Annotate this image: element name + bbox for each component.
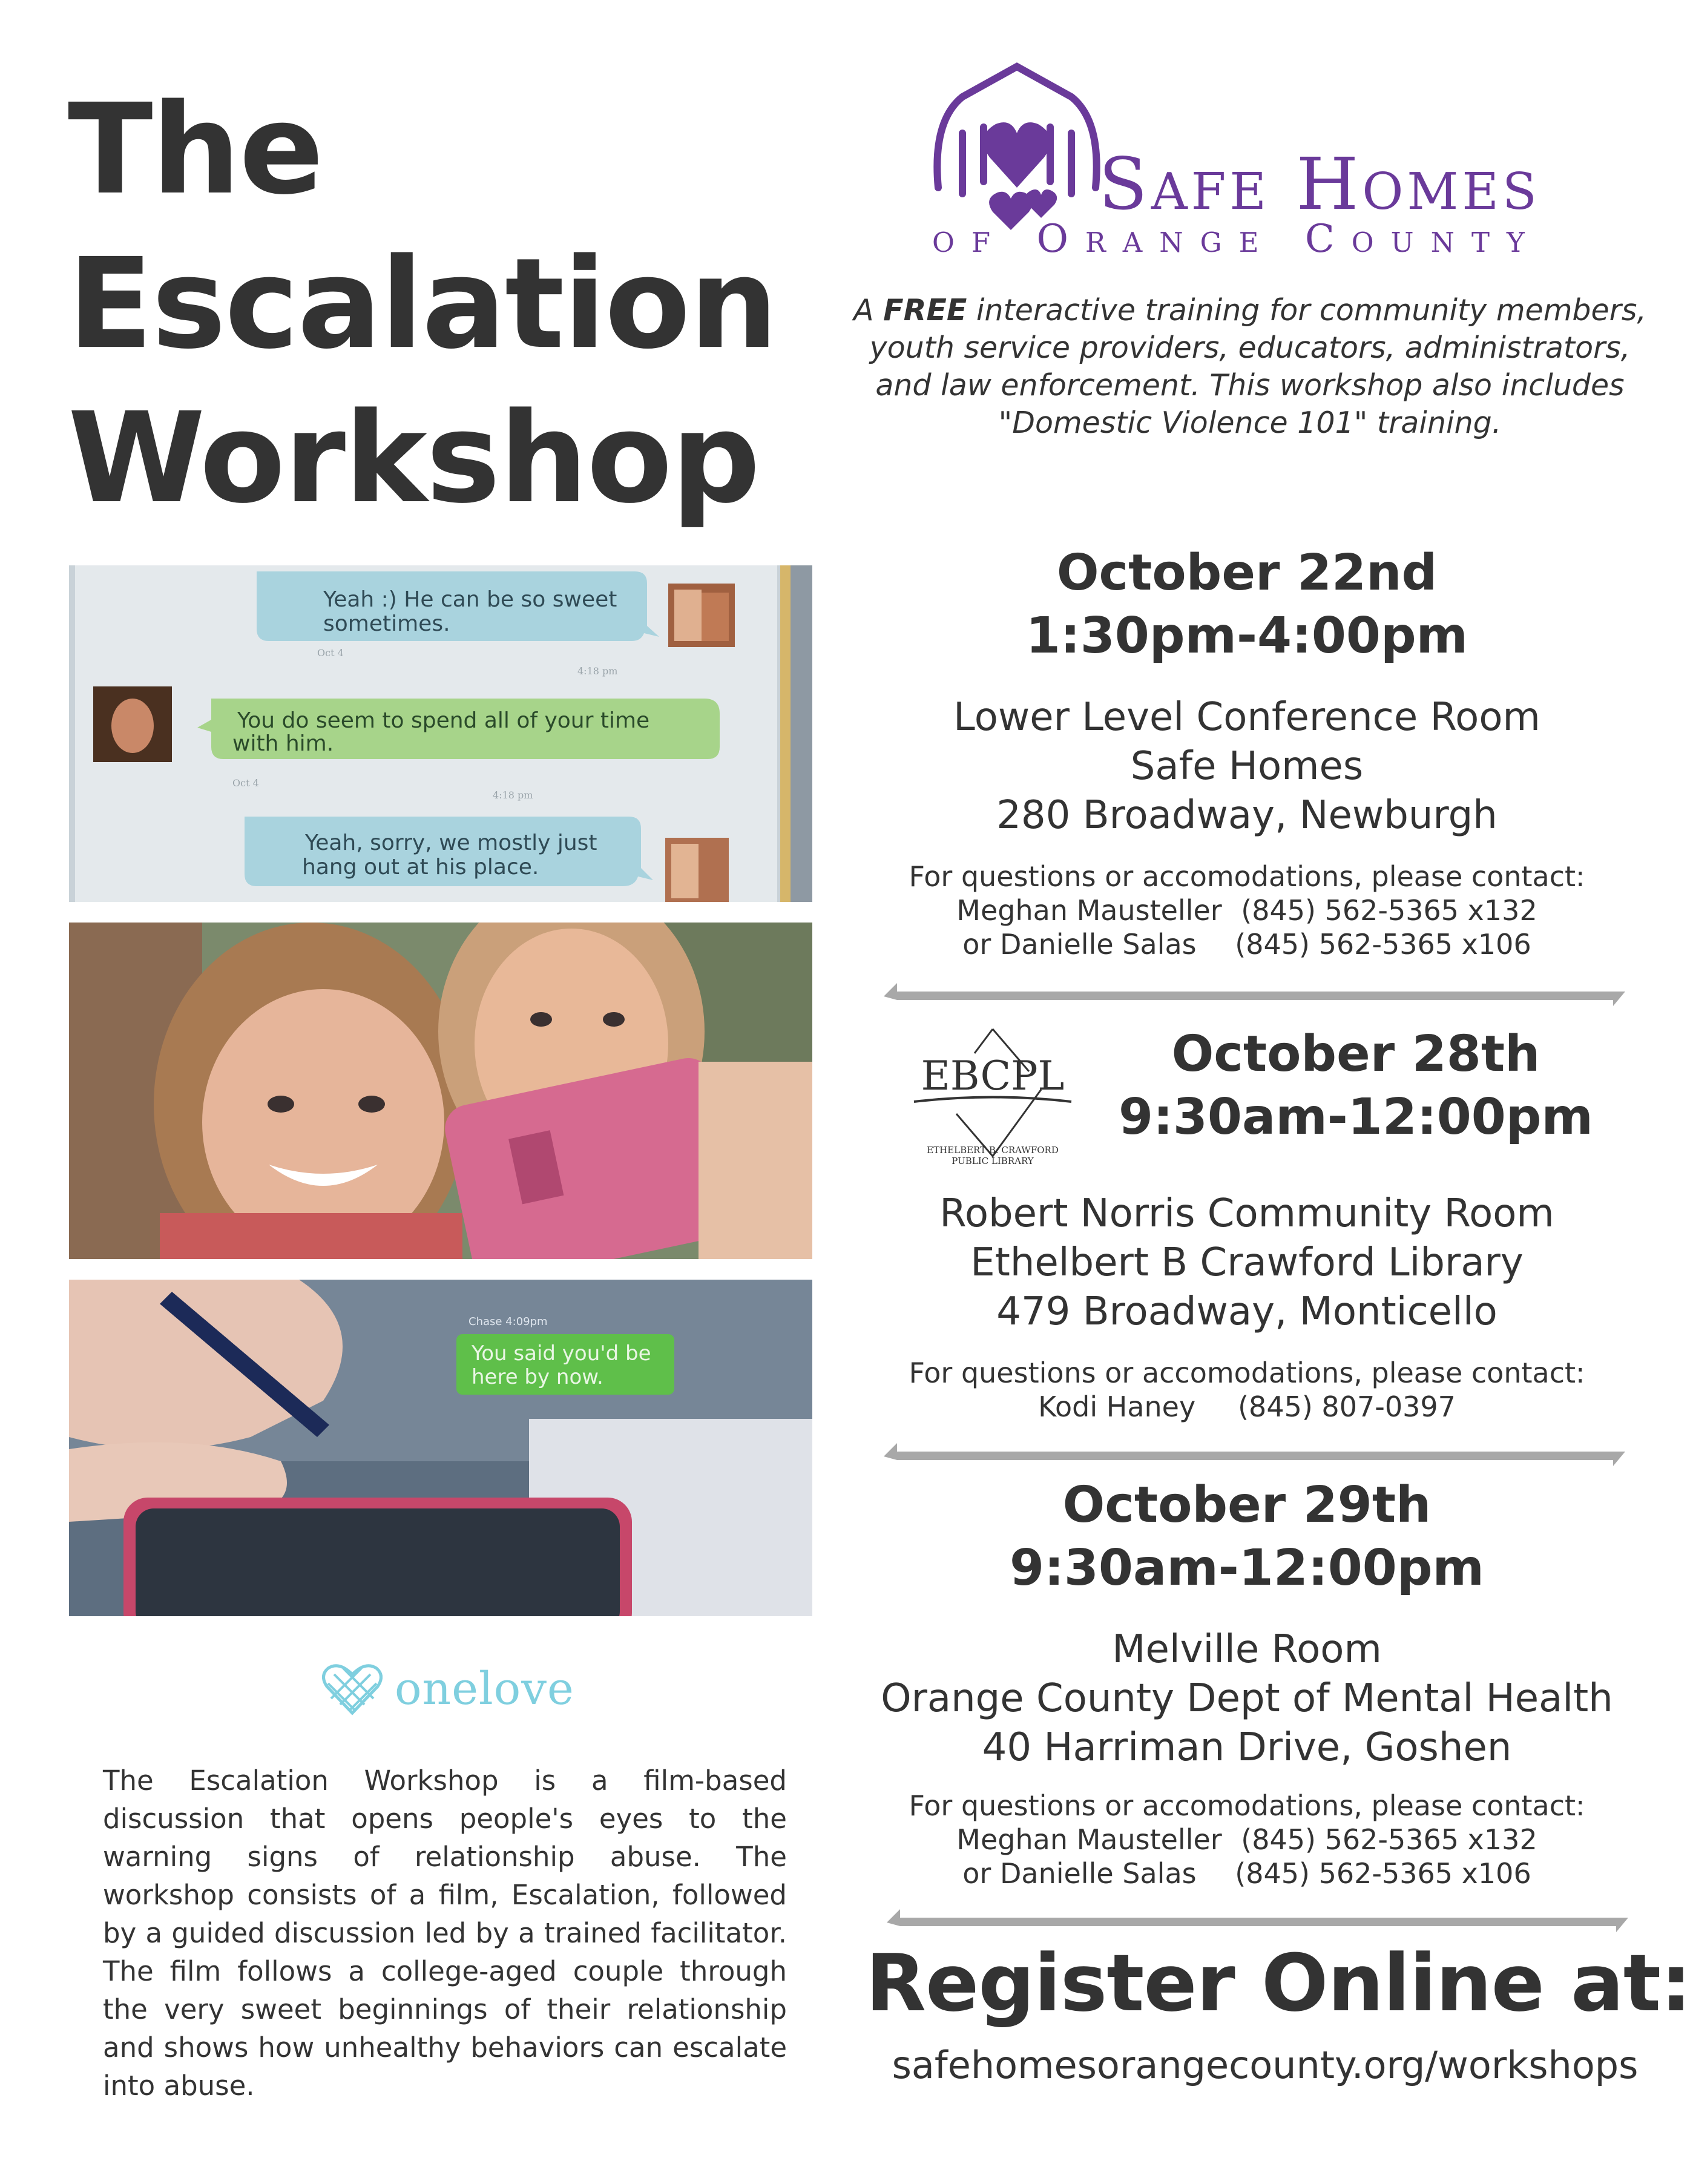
chat-meta-2-time: 4:18 pm [493,789,533,801]
intro-text: A FREE interactive training for community members, youth service providers, educators, administrators, and law enforcement. This workshop also includes "Domestic Violence 101" training. [853,293,1646,440]
phone-message-photo [69,1280,812,1616]
section-divider [884,975,1625,1011]
couple-selfie-photo [69,923,812,1259]
contact-phone: (845) 807-0397 [1238,1390,1456,1423]
chat-meta-1-time: 4:18 pm [577,665,618,677]
title-line-3: Workshop [68,386,760,531]
ebcpl-abbr: EBCPL [921,1053,1065,1099]
session-1-contact: For questions or accomodations, please contact: Meghan Mausteller (845) 562-5365 x132 or Danielle Salas (845) 562-5365 x106 [909,860,1585,961]
phone-sender-label: Chase 4:09pm [468,1315,548,1328]
session-3-date: October 29th 9:30am-12:00pm [1010,1476,1484,1597]
logo-wordmark-orange-county: of Orange County [932,217,1542,261]
register-heading: Register Online at: [866,1937,1691,2029]
session-1-date: October 22nd 1:30pm-4:00pm [1025,544,1468,665]
onelove-wordmark: onelove [395,1663,574,1715]
contact-name: or Danielle Salas [962,1857,1197,1890]
chat-meta-2-date: Oct 4 [232,777,259,789]
session-2-contact: For questions or accomodations, please contact: Kodi Haney (845) 807-0397 [909,1357,1585,1423]
ebcpl-name-line1: ETHELBERT B. CRAWFORD [927,1145,1059,1156]
session-1-venue: Lower Level Conference Room Safe Homes 280 Broadway, Newburgh [953,695,1540,838]
session-3-venue: Melville Room Orange County Dept of Mental Health 40 Harriman Drive, Goshen [881,1627,1613,1770]
workshop-title [68,73,782,536]
session-3-contact: For questions or accomodations, please contact: Meghan Mausteller (845) 562-5365 x132 or Danielle Salas (845) 562-5365 x106 [909,1789,1585,1890]
heart-lattice-icon [322,1662,383,1715]
chat-bubble-1-line2: sometimes. [323,611,450,636]
chat-screenshot-photo [69,565,812,902]
ebcpl-name-line2: PUBLIC LIBRARY [952,1156,1034,1166]
logo-wordmark-safe-homes: Safe Homes [1099,142,1540,226]
chat-bubble-1-line1: Yeah :) He can be so sweet [323,587,617,612]
contact-name: Meghan Mausteller [956,894,1222,927]
chat-bubble-2-line1: You do seem to spend all of your time [237,708,650,733]
contact-name: Meghan Mausteller [956,1823,1222,1856]
contact-name: Kodi Haney [1038,1390,1196,1423]
title-line-2: Escalation [68,231,777,377]
contact-phone: (845) 562-5365 x132 [1241,894,1537,927]
phone-message-line1: You said you'd be [472,1341,651,1366]
ebcpl-library-logo [902,1023,1083,1168]
register-url-link[interactable]: safehomesorangecounty.org/workshops [892,2043,1639,2087]
free-emphasis: FREE [883,293,967,327]
onelove-logo [322,1659,574,1719]
section-divider [884,1435,1625,1471]
contact-phone: (845) 562-5365 x106 [1235,928,1531,961]
chat-bubble-3-line1: Yeah, sorry, we mostly just [305,831,597,855]
chat-meta-1-date: Oct 4 [317,647,344,659]
contact-phone: (845) 562-5365 x132 [1241,1823,1537,1856]
chat-bubble-3-line2: hang out at his place. [302,855,539,880]
workshop-description: The Escalation Workshop is a film-based discussion that opens people's eyes to the warning signs of relationship abuse. The workshop consists of a film, Escalation, followed by a guided discussion led by a trained facilitator. The film follows a college-aged couple through the very sweet beginnings of their relationship and shows how unhealthy behaviors can escalate into abuse. [103,1765,787,2102]
phone-message-line2: here by now. [472,1365,603,1389]
session-2-date: October 28th 9:30am-12:00pm [1119,1025,1593,1146]
session-2-venue: Robert Norris Community Room Ethelbert B Crawford Library 479 Broadway, Monticello [939,1191,1554,1334]
contact-name: or Danielle Salas [962,928,1197,961]
contact-phone: (845) 562-5365 x106 [1235,1857,1531,1890]
chat-bubble-2-line2: with him. [232,731,334,756]
section-divider [887,1901,1628,1937]
title-line-1: The [68,77,323,222]
